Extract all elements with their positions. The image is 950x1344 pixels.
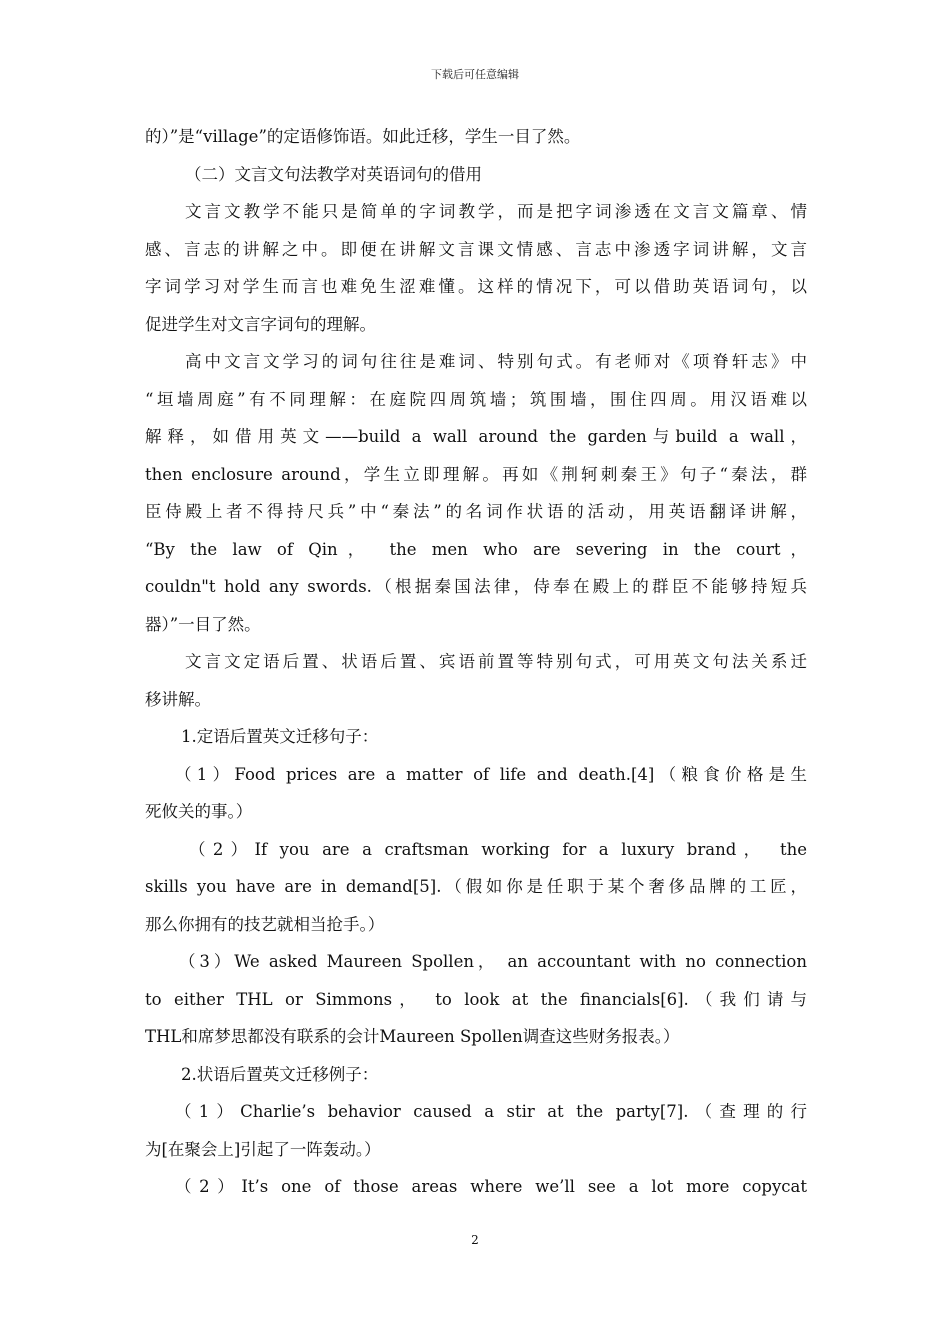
page-number: 2: [471, 1233, 479, 1247]
text-line: （1）Food prices are a matter of life and death.[4]（粮食价格是生: [175, 764, 807, 784]
text-line: 1.定语后置英文迁移句子：: [181, 727, 379, 746]
text-line: couldn"t hold any swords.（根据秦国法律，侍奉在殿上的群臣不能够持短兵: [145, 577, 807, 596]
text-line: 死攸关的事。）: [145, 802, 253, 821]
text-line: 臣侍殿上者不得持尺兵”中“秦法”的名词作状语的活动，用英语翻译讲解，: [145, 502, 807, 521]
text-line: 文言文教学不能只是简单的字词教学，而是把字词渗透在文言文篇章、情: [185, 202, 807, 221]
page-header: 下载后可任意编辑: [431, 68, 519, 81]
text-line: 感、言志的讲解之中。即便在讲解文言课文情感、言志中渗透字词讲解，文言: [145, 239, 807, 259]
text-line: 解释，如借用英文——build a wall around the garden与build a wall，: [145, 427, 807, 446]
text-line: 的）”是“village”的定语修饰语。如此迁移，学生一目了然。: [145, 127, 581, 146]
text-line: 字词学习对学生而言也难免生涩难懂。这样的情况下，可以借助英语词句，以: [145, 277, 807, 296]
text-line: “By the law of Qin， the men who are severing in the court，: [145, 539, 807, 559]
text-line: 2.状语后置英文迁移例子：: [181, 1064, 379, 1084]
text-line: then enclosure around，学生立即理解。再如《荆轲刺秦王》句子“秦法，群: [145, 464, 807, 484]
text-line: 移讲解。: [145, 689, 211, 709]
text-line: （二）文言文句法教学对英语词句的借用: [185, 164, 482, 184]
text-line: 为[在聚会上]引起了一阵轰动。）: [145, 1139, 381, 1159]
text-line: （3）We asked Maureen Spollen， an accountant with no connection: [179, 952, 807, 971]
text-line: to either THL or Simmons， to look at the financials[6].（我们请与: [145, 989, 807, 1009]
text-line: THL和席梦思都没有联系的会计Maureen Spollen调查这些财务报表。）: [145, 1027, 680, 1046]
text-line: 促进学生对文言字词句的理解。: [145, 314, 376, 334]
text-line: “垣墙周庭”有不同理解：在庭院四周筑墙；筑围墙，围住四周。用汉语难以: [145, 389, 807, 409]
text-line: 文言文定语后置、状语后置、宾语前置等特别句式，可用英文句法关系迁: [185, 652, 807, 671]
text-line: （1）Charlie’s behavior caused a stir at the party[7].（查理的行: [175, 1102, 807, 1121]
text-line: skills you have are in demand[5].（假如你是任职于某个奢侈品牌的工匠，: [145, 877, 807, 896]
text-line: 那么你拥有的技艺就相当抢手。）: [145, 914, 385, 934]
text-line: 高中文言文学习的词句往往是难词、特别句式。有老师对《项脊轩志》中: [185, 352, 807, 371]
text-line: （2）It’s one of those areas where we’ll see a lot more copycat: [175, 1177, 807, 1196]
document-body: [145, 118, 807, 1206]
text-line: 器）”一目了然。: [145, 614, 261, 634]
text-line: （2）If you are a craftsman working for a luxury brand， the: [189, 839, 807, 859]
